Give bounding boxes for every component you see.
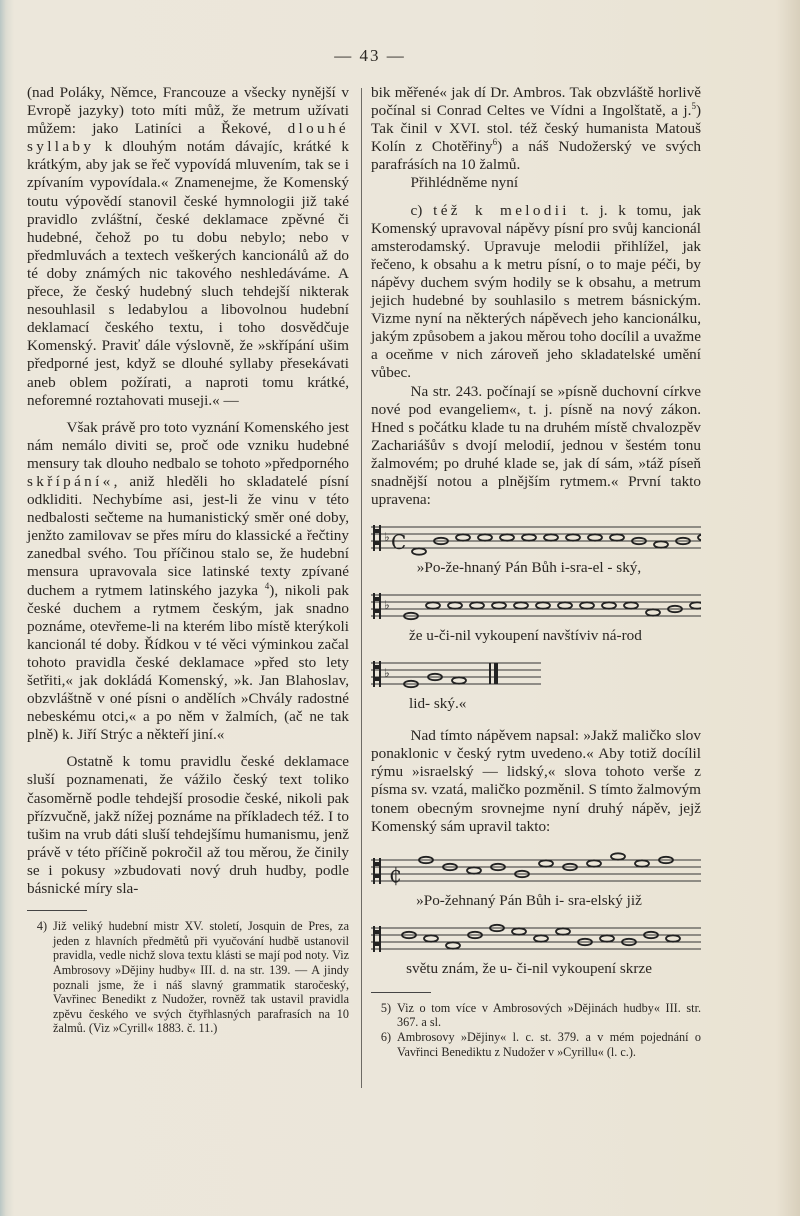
note-head	[446, 942, 460, 948]
music-staff-2b	[371, 920, 701, 958]
note-head	[566, 534, 580, 540]
clef-icon	[373, 661, 381, 687]
right-column	[371, 84, 701, 1059]
notes	[412, 534, 701, 554]
footnote-ref: 4	[264, 580, 270, 591]
note-head	[539, 860, 553, 866]
lyric-line: světu znám, že u- či-nil vykoupení skrze	[406, 959, 652, 977]
note-head	[456, 534, 470, 540]
note-head	[448, 602, 462, 608]
note-head	[635, 860, 649, 866]
common-time-icon: C	[391, 530, 407, 555]
note-head	[452, 677, 466, 683]
cut-time-icon: ₵	[389, 862, 402, 887]
footnote-mark: 6)	[380, 1029, 391, 1044]
notes	[404, 674, 466, 687]
music-staff-1a	[371, 519, 701, 557]
final-barline-icon	[489, 663, 498, 684]
footnote-ref: 6	[492, 137, 498, 148]
left-column	[27, 84, 349, 1036]
note-head	[690, 602, 701, 608]
note-head	[467, 867, 481, 873]
note-head	[602, 602, 616, 608]
note-head	[512, 928, 526, 934]
note-head	[587, 860, 601, 866]
note-head	[522, 534, 536, 540]
lyric-line: že u-či-nil vykoupení navštíviv ná-rod	[409, 627, 642, 645]
paragraph: Nad tímto nápěvem napsal: »Jakž maličko slov ponaklonic v český rytm uvedeno.« Aby totiž docílil rýmu »israelský — lidský,« slova tohoto verše z písma sv. vzatá, maličko pozměnil. S tímto žalmovým tonem obecným srovnejme nyní druhý nápěv, jejž Komenský sám upravil takto:	[371, 727, 701, 835]
page-number: — 43 —	[334, 46, 406, 65]
footnote-mark: 4)	[36, 919, 47, 934]
footnote-ref: 5	[691, 101, 696, 112]
footnote-text: Již veliký hudební mistr XV. století, Josquin de Pres, za jeden z hlavních předmětů při vyučování hudbě ustanovil pravidla, vedle nichž slova textu klásti se mají pod noty. Viz Ambrosovy »Dějiny hudby« III. d. na str. 139. — A jindy poznali jsme, že i náš slavný grammatik staročeský, Vavřinec Benedikt z Nudožer, rovněž tak ustavil pravidla zpěvu českého ve svých čtyřhlasných parafrasích na 10 žalmů. (Viz »Cyrill« 1883. č. 11.)	[53, 919, 349, 1036]
note-head	[698, 534, 701, 540]
flat-icon: ♭	[384, 530, 390, 545]
staff	[371, 852, 701, 890]
note-head	[544, 534, 558, 540]
note-head	[610, 534, 624, 540]
footnote-rule	[27, 910, 87, 911]
footnote-rule	[371, 992, 431, 993]
footnote	[371, 1001, 701, 1030]
note-head	[492, 602, 506, 608]
flat-icon: ♭	[384, 666, 390, 681]
footnote-mark: 5)	[380, 1000, 391, 1015]
staff	[371, 519, 701, 557]
note-head	[666, 935, 680, 941]
lyric-line: lid- ský.«	[409, 695, 467, 713]
footnote	[27, 919, 349, 1036]
paragraph: Však právě pro toto vyznání Komenského jest nám nemálo diviti se, proč ode vzniku hudebné mensury tak dlouho nedbalo se tohoto »předporného skřípání«, aniž hleděli ho skladatelé písní odkliditi. Nechybíme asi, jest-li že vinu v této nedbalosti sečteme na humanistický směr oné doby, jenžto zamilovav se přes míru do klassické a řečtiny zanedbal svého. Tou příčinou stalo se, že hudební mensura upravovala sice latinské texty zpívané duchem a rytmem latinského jazyka $^4$), nikoli pak české duchem a rytmem českým, jak snadno poznáme, otevřeme-li na kterém libo místě kterýkoli kancionál té doby. Řídkou v té věci výminkou začal tohoto pravidla české deklamace »před sto lety šetřiti,« jak dokládá Komenský, »k. Jan Blahoslav, obzvláštně v oné písni o andělích »Chvály radostné nebeskému otci,« a po něm v žalmích, (ač ne tak plně) k. Jiří Strýc a někteří jiní.«	[27, 418, 349, 744]
note-head	[654, 541, 668, 547]
note-head	[624, 602, 638, 608]
notes	[404, 602, 701, 619]
footnotes	[371, 1001, 701, 1059]
note-head	[556, 928, 570, 934]
music-staff-1b	[371, 587, 701, 625]
note-head	[558, 602, 572, 608]
lyric-line: »Po-že-hnaný Pán Bůh i-sra-el - ský,	[416, 559, 642, 577]
note-head	[478, 534, 492, 540]
note-head	[470, 602, 484, 608]
lyric-line: »Po-žehnaný Pán Bůh i- sra-elský již	[416, 891, 642, 909]
column-divider	[361, 88, 362, 1088]
flat-icon: ♭	[384, 598, 390, 613]
note-head	[646, 609, 660, 615]
spaced-emphasis: dlouhé syllaby	[27, 120, 350, 156]
staff	[371, 920, 701, 958]
music-staff-1c	[371, 655, 701, 693]
spaced-emphasis: skřípání«	[27, 472, 114, 490]
staff	[371, 587, 701, 625]
paragraph: (nad Poláky, Němce, Francouze a všecky nynější v Evropě jazyky) toto míti můž, že metrum užívati můžem: jako Latiníci a Řekové, dlouhé syllaby k dlouhým notám dávajíc, krátké k krátkým, aby jak se řeč vypovídá mluvením, tak se i zpívaním vypovídala.« Znamenejme, že Komenský toutu výpovědí stanovil české hymnologii již také pravidlo zvláštní, české deklamace zpěvné či hudebné, čehož po tu dobu nebylo; nebo v předmluvách a textech veškerých kancionálů až do té doby známých nic takového neshledáváme. A přece, že český hudebný sluch tehdejší nikterak nesouhlasil s ledabylou a libovolnou hudební deklamací českého textu, i toho dosvědčuje Komenský. Praviť dále výslovně, že »skřípání ušim předporné jest, když se dlouhé syllaby přesekávati aneb oblem požírati, a naproti tomu krátké, neforemné roztahovati museji.« —	[27, 84, 350, 409]
note-head	[500, 534, 514, 540]
note-head	[580, 602, 594, 608]
footnote-text: Ambrosovy »Dějiny« l. c. st. 379. a v mém pojednání o Vavřinci Benediktu z Nudožer v »Cyrillu« (l. c.).	[397, 1029, 701, 1059]
paragraph: Přihlédněme nyní	[410, 174, 519, 192]
footnotes	[27, 919, 349, 1036]
spaced-emphasis: též k melodii	[433, 201, 570, 219]
note-head	[534, 935, 548, 941]
music-staff-2a	[371, 852, 701, 890]
footnote-text: Viz o tom více v Ambrosových »Dějinách hudby« III. str. 367. a sl.	[397, 1000, 701, 1030]
note-head	[424, 935, 438, 941]
note-head	[426, 602, 440, 608]
note-head	[412, 548, 426, 554]
staff	[371, 655, 541, 693]
clef-icon	[373, 926, 381, 952]
note-head	[600, 935, 614, 941]
footnote	[371, 1030, 701, 1059]
note-head	[536, 602, 550, 608]
paragraph: Na str. 243. počínají se »písně duchovní církve nové pod evangeliem«, t. j. písně na nový zákon. Hned s počátku klade tu na druhém místě chvalozpěv Zachariášův s dvojí melodií, jednou v šestém tonu žalmovém; po druhé klade se, jak dí sám, »táž píseň snadnější notou a plnějším rytmem.« První takto upravena:	[371, 382, 701, 509]
note-head	[514, 602, 528, 608]
clef-icon	[373, 593, 381, 619]
clef-icon	[373, 858, 381, 884]
paragraph: bik měřené« jak dí Dr. Ambros. Tak obzvláště horlivě počínal si Conrad Celtes ve Vídni a Ingolštatě, a j.$^5$) Tak činil v XVI. stol. též český humanista Matouš Kolín z Chotěřiny$^6$) a náš Nudožerský ve svých parafrásích na 10 žalmů.	[371, 84, 702, 174]
clef-icon	[373, 525, 381, 551]
note-head	[588, 534, 602, 540]
paragraph: Ostatně k tomu pravidlu české deklamace sluší poznamenati, že vážilo český text toliko časoměrně podle tehdejší prosodie české, nikoli pak přízvučně, jakž nížej poznáme na příkladech též. I to tušim na vrub dáti sluší tehdejšímu humanismu, jenž právě v této příčině pokročil až tou měrou, že činily se i pokusy »zbudovati nový druh hudby, podle básnické míry sla-	[27, 753, 349, 898]
paragraph: c) též k melodii t. j. k tomu, jak Komenský upravoval nápěvy písní pro svůj kancionál amsterodamský. Upravuje melodii přihlížel, jak řečeno, k obsahu a k metru písní, o to maje péči, by nápěvy duchem svým hodily se k obsahu, a metrum jejich hudebné by souhlasilo s metrem básnickým. Vizme nyní na některých nápěvech jeho kancionálku, jakým způsobem a jakou měrou toho docílil a uvažme a oceňme v nich zároveň jeho skladatelské umění vůbec.	[371, 201, 702, 382]
note-head	[611, 853, 625, 859]
